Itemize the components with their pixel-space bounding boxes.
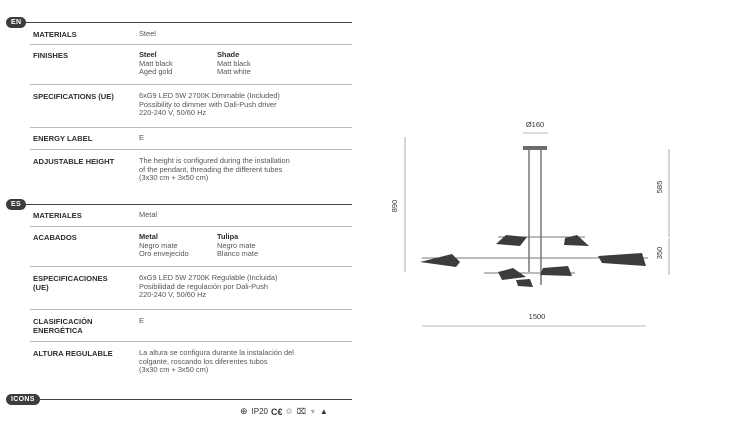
label-line: (UE)	[33, 283, 49, 292]
spec-row-materials-es	[30, 208, 352, 224]
spec-row-finishes-en	[30, 48, 352, 84]
value-line: 220-240 V, 50/60 Hz	[139, 108, 207, 118]
finish-column-head: Shade	[217, 50, 240, 59]
row-separator	[30, 226, 352, 227]
finish-line: Oro envejecido	[139, 249, 189, 259]
value-line: La altura se configura durante la instalación del	[139, 348, 294, 357]
row-value: E	[139, 316, 144, 325]
row-label: MATERIALS	[33, 30, 77, 39]
ce-mark-icon: C€	[271, 406, 283, 417]
lamp-shade	[598, 253, 646, 266]
lamp-shade	[540, 266, 572, 276]
row-value	[139, 274, 349, 300]
value-line: 6xG9 LED 5W 2700K Dimmable (Included)	[139, 91, 280, 100]
finish-column-head: Metal	[139, 232, 158, 241]
energy-class-icon: ▲	[319, 407, 329, 416]
row-separator	[30, 309, 352, 310]
diameter-label: Ø160	[525, 120, 545, 129]
lamp-shade	[420, 254, 460, 267]
finish-column-head: Steel	[139, 50, 157, 59]
row-label: FINISHES	[33, 51, 69, 60]
spec-row-height-es	[30, 346, 352, 382]
row-separator	[30, 266, 352, 267]
lamp-shade	[498, 268, 526, 280]
value-line: 220-240 V, 50/60 Hz	[139, 290, 207, 300]
ip-rating: IP20	[251, 407, 269, 416]
finish-line: Matt black	[139, 58, 173, 68]
row-value: E	[139, 133, 144, 142]
value-line: (3x30 cm + 3x50 cm)	[139, 173, 209, 183]
label-line: CLASIFICACIÓN	[33, 317, 93, 326]
finish-column-steel	[139, 51, 173, 77]
finish-column-head: Tulipa	[217, 232, 239, 241]
finish-line: Negro mate	[139, 240, 178, 250]
technical-drawing	[380, 110, 700, 335]
lang-badge-icons: ICONS	[6, 394, 40, 405]
lang-badge-es: ES	[6, 199, 26, 210]
value-line: of the pendant, threading the different tubes	[139, 164, 283, 174]
section-divider-es	[26, 204, 352, 205]
row-value	[139, 349, 349, 375]
finish-line: Blanco mate	[217, 249, 259, 259]
row-label	[33, 317, 133, 335]
finish-column-shade	[217, 51, 251, 77]
row-label	[33, 274, 133, 292]
row-label: SPECIFICATIONS (UE)	[33, 92, 114, 101]
label-line: ESPECIFICACIONES	[33, 274, 108, 283]
finish-line: Negro mate	[217, 240, 256, 250]
finish-line: Matt white	[217, 67, 251, 77]
certification-icons	[240, 406, 329, 417]
finish-column-tulipa	[217, 233, 258, 259]
row-label: ALTURA REGULABLE	[33, 349, 113, 358]
earth-icon: ⊕	[240, 406, 249, 416]
row-label: ADJUSTABLE HEIGHT	[33, 157, 115, 166]
ceiling-canopy	[523, 146, 547, 150]
value-line: Posibilidad de regulación por Dali-Push	[139, 281, 269, 291]
spec-row-materials-en	[30, 27, 352, 43]
spec-row-energy-es	[30, 314, 352, 340]
row-value	[139, 157, 349, 183]
row-separator	[30, 84, 352, 85]
spec-row-height-en	[30, 154, 352, 190]
spec-row-specifications-es	[30, 271, 352, 307]
row-separator	[30, 341, 352, 342]
recycle-icon: ♲	[285, 407, 294, 416]
finish-line: Aged gold	[139, 67, 173, 77]
row-separator	[30, 127, 352, 128]
section-divider-en	[26, 22, 352, 23]
height-total-label: 890	[390, 199, 399, 213]
row-value: Steel	[139, 29, 156, 38]
height-upper-label: 585	[655, 180, 664, 194]
finish-line: Matt black	[217, 58, 251, 68]
row-label: MATERIALES	[33, 211, 82, 220]
dimmable-bulb-icon: ♆	[309, 407, 317, 416]
row-separator	[30, 44, 352, 45]
value-line: 6xG9 LED 5W 2700K Regulable (Incluida)	[139, 273, 278, 282]
width-label: 1500	[528, 312, 546, 321]
label-line: ENERGÉTICA	[33, 326, 83, 335]
row-value	[139, 92, 349, 118]
value-line: Possibility to dimmer with Dali-Push driver	[139, 99, 277, 109]
spec-row-specifications-en	[30, 89, 352, 125]
section-divider-icons	[40, 399, 352, 400]
value-line: (3x30 cm + 3x50 cm)	[139, 365, 209, 375]
weee-bin-icon: ⌧	[296, 407, 307, 416]
lang-badge-en: EN	[6, 17, 26, 28]
row-label: ACABADOS	[33, 233, 77, 242]
height-lower-label: 350	[655, 246, 664, 260]
value-line: colgante, roscando los diferentes tubos	[139, 356, 268, 366]
finish-column-metal	[139, 233, 189, 259]
row-separator	[30, 149, 352, 150]
value-line: The height is configured during the installation	[139, 156, 290, 165]
spec-row-finishes-es	[30, 230, 352, 266]
spec-row-energy-en	[30, 131, 352, 147]
row-value: Metal	[139, 210, 158, 219]
lamp-shade	[516, 279, 533, 287]
row-label: ENERGY LABEL	[33, 134, 93, 143]
